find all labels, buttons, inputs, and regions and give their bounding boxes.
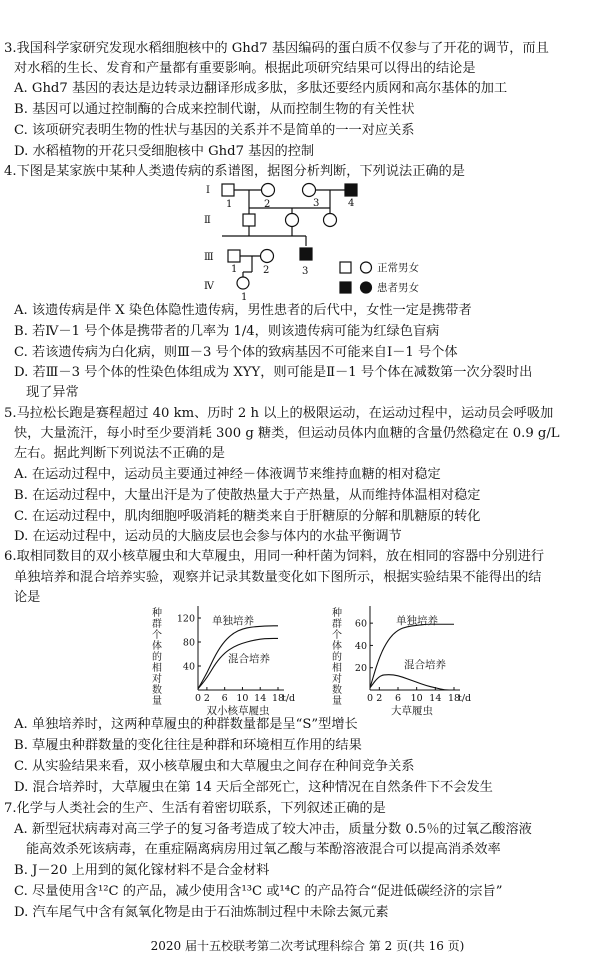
y-axis-label-char: 体	[332, 641, 342, 652]
y-axis-label-char: 的	[152, 652, 162, 663]
y-axis-label-char: 量	[332, 696, 342, 707]
chart-paramecium-caudatum	[330, 602, 490, 717]
y-tick-label: 120	[176, 613, 195, 625]
q7-option-d: D. 汽车尾气中含有氮氧化物是由于石油炼制过程中未除去氮元素	[14, 905, 389, 920]
q6-option-b: B. 草履虫种群数量的变化往往是种群和环境相互作用的结果	[14, 738, 362, 753]
q7-option-b: B. J－20 上用到的氮化镓材料不是合金材料	[14, 863, 270, 878]
pedigree-i2-female-normal	[262, 184, 275, 197]
gen-label-2: Ⅱ	[204, 215, 211, 226]
y-axis-label-char: 相	[332, 663, 342, 674]
pedigree-ii3-female-normal	[324, 214, 337, 227]
q4-option-b: B. 若Ⅳ－1 号个体是携带者的几率为 1/4，则该遗传病可能为红绿色盲病	[14, 324, 440, 339]
y-axis-label-char: 对	[332, 674, 342, 685]
x-tick-label: 10	[410, 693, 423, 704]
x-unit-label: t/d	[282, 693, 296, 704]
q5-stem-line1: 5.马拉松长跑是赛程超过 40 km、历时 2 h 以上的极限运动，在运动过程中，运动员会呼吸加	[4, 406, 554, 421]
q4-option-c: C. 若该遗传病为白化病，则Ⅲ－3 号个体的致病基因不可能来自Ⅰ－1 号个体	[14, 345, 458, 360]
y-axis-label-char: 相	[152, 663, 162, 674]
series-label-2: 混合培养	[228, 653, 270, 665]
x-tick-label: 6	[394, 693, 402, 704]
q5-stem-line2: 快，大量流汗，每小时至少要消耗 300 g 糖类，但运动员体内血糖的含量仍然稳定在 0.9 g/L	[14, 426, 560, 441]
series-label-1: 单独培养	[396, 615, 438, 627]
y-axis-label-char: 的	[332, 652, 342, 663]
y-axis-label-char: 对	[152, 674, 162, 685]
gen-label-1: Ⅰ	[206, 185, 210, 196]
pedigree-ii1-male-normal	[243, 214, 255, 226]
gen-label-4: Ⅳ	[204, 281, 214, 292]
q7-option-a-line1: A. 新型冠状病毒对高三学子的复习备考造成了较大冲击，质量分数 0.5％的过氧乙酸溶液	[14, 822, 532, 837]
pedigree-i1-male-normal	[222, 184, 234, 196]
legend-affected-label: 患者男女	[377, 282, 419, 294]
q3-option-b: B. 基因可以通过控制酶的合成来控制代谢，从而控制生物的有关性状	[14, 102, 415, 117]
chart-paramecium-aurelia	[150, 602, 300, 717]
x-axis-label: 大草履虫	[391, 705, 433, 717]
q5-option-b: B. 在运动过程中，大量出汗是为了使散热量大于产热量，从而维持体温相对稳定	[14, 488, 481, 503]
i2-number: 2	[264, 199, 271, 210]
y-axis-label-char: 种	[332, 608, 342, 619]
x-axis-label: 双小核草履虫	[206, 705, 270, 717]
q6-stem-line3: 论是	[14, 590, 41, 605]
x-tick-label: 18	[271, 693, 285, 704]
y-axis-label-char: 体	[152, 641, 162, 652]
iii2-number: 2	[263, 265, 270, 276]
pedigree-i3-female-normal	[303, 184, 316, 197]
legend-female-affected-icon	[361, 282, 372, 293]
page-footer: 2020 届十五校联考第二次考试理科综合 第 2 页(共 16 页)	[150, 939, 465, 953]
pedigree-iv1-female-normal	[237, 277, 249, 289]
legend-normal-label: 正常男女	[377, 262, 419, 274]
gen-label-3: Ⅲ	[204, 252, 214, 263]
q3-stem-line1: 3.我国科学家研究发现水稻细胞核中的 Ghd7 基因编码的蛋白质不仅参与了开花的调节，而且	[4, 41, 549, 56]
q5-stem-line3: 左右。据此判断下列说法不正确的是	[14, 446, 225, 461]
y-tick-label: 20	[354, 663, 367, 675]
pedigree-chart	[0, 0, 615, 310]
pedigree-ii2-female-normal	[286, 214, 299, 227]
q6-option-c: C. 从实验结果来看，双小核草履虫和大草履虫之间存在种间竞争关系	[14, 759, 415, 774]
x-tick-label: 0	[366, 693, 374, 704]
q3-option-d: D. 水稻植物的开花只受细胞核中 Ghd7 基因的控制	[14, 144, 315, 159]
x-tick-label: 2	[203, 693, 210, 704]
legend-female-normal-icon	[361, 262, 372, 273]
iv1-number: 1	[241, 292, 248, 303]
y-tick-label: 60	[354, 618, 367, 630]
x-tick-label: 6	[221, 693, 228, 704]
i3-number: 3	[313, 198, 320, 209]
series-line-1	[370, 624, 454, 688]
q6-stem-line2: 单独培养和混合培养实验，观察并记录其数量变化如下图所示，根据实验结果不能得出的结	[14, 570, 542, 585]
q4-stem: 4.下图是某家族中某种人类遗传病的系谱图，据图分析判断，下列说法正确的是	[4, 164, 465, 179]
q4-option-d-line2: 现了异常	[26, 385, 79, 400]
q4-option-d-line1: D. 若Ⅲ－3 号个体的性染色体组成为 XYY，则可能是Ⅱ－1 号个体在减数第一次分裂时出	[14, 365, 533, 380]
iii1-number: 1	[231, 264, 238, 275]
legend-male-affected-icon	[340, 282, 351, 293]
y-tick-label: 40	[354, 640, 367, 652]
q3-option-a: A. Ghd7 基因的表达是边转录边翻译形成多肽，多肽还要经内质网和高尔基体的加工	[14, 81, 508, 96]
series-label-1: 单独培养	[212, 615, 254, 627]
pedigree-iii2-female-normal	[261, 250, 274, 263]
y-axis-label-char: 数	[332, 685, 342, 696]
pedigree-i4-male-affected	[345, 184, 357, 196]
y-axis-label-char: 群	[152, 619, 162, 630]
y-axis-label-char: 种	[152, 608, 162, 619]
x-tick-label: 14	[254, 693, 267, 704]
i4-number: 4	[348, 198, 355, 209]
q5-option-a: A. 在运动过程中，运动员主要通过神经－体液调节来维持血糖的相对稳定	[14, 467, 441, 482]
series-line-2	[370, 675, 454, 690]
q6-option-a: A. 单独培养时，这两种草履虫的种群数量都是呈“S”型增长	[14, 717, 358, 732]
y-tick-label: 40	[182, 661, 195, 673]
q3-option-c: C. 该项研究表明生物的性状与基因的关系并不是简单的一一对应关系	[14, 123, 415, 138]
q5-option-d: D. 在运动过程中，运动员的大脑皮层也会参与体内的水盐平衡调节	[14, 529, 402, 544]
q4-option-a: A. 该遗传病是伴 X 染色体隐性遗传病，男性患者的后代中，女性一定是携带者	[14, 303, 472, 318]
q7-option-a-line2: 能高效杀死该病毒，在重症隔离病房用过氧乙酸与苯酚溶液混合可以提高消杀效率	[26, 842, 501, 857]
x-unit-label: t/d	[458, 693, 472, 704]
pedigree-iii3-male-affected	[300, 248, 312, 260]
i1-number: 1	[226, 199, 233, 210]
y-axis-label-char: 数	[152, 685, 162, 696]
y-axis-label-char: 量	[152, 696, 162, 707]
x-tick-label: 2	[376, 693, 383, 704]
x-tick-label: 18	[447, 693, 461, 704]
q6-stem-line1: 6.取相同数目的双小核草履虫和大草履虫，用同一种杆菌为饲料，放在相同的容器中分别进行	[4, 549, 545, 564]
q3-stem-line2: 对水稻的生长、发育和产量都有重要影响。根据此项研究结果可以得出的结论是	[14, 61, 476, 76]
y-axis-label-char: 个	[152, 630, 162, 641]
y-axis-label-char: 群	[332, 619, 342, 630]
y-tick-label: 80	[182, 637, 195, 649]
legend-male-normal-icon	[340, 262, 351, 273]
y-axis-label-char: 个	[332, 630, 342, 641]
q7-option-c: C. 尽量使用含¹²C 的产品，减少使用含¹³C 或¹⁴C 的产品符合“促进低碳经济的宗旨”	[14, 884, 503, 899]
iii3-number: 3	[302, 266, 309, 277]
series-label-2: 混合培养	[404, 659, 446, 671]
q7-stem: 7.化学与人类社会的生产、生活有着密切联系，下列叙述正确的是	[4, 801, 386, 816]
q5-option-c: C. 在运动过程中，肌肉细胞呼吸消耗的糖类来自于肝糖原的分解和肌糖原的转化	[14, 509, 481, 524]
x-tick-label: 14	[429, 693, 442, 704]
pedigree-iii1-male-normal	[228, 250, 240, 262]
x-tick-label: 10	[236, 693, 249, 704]
q6-option-d: D. 混合培养时，大草履虫在第 14 天后全部死亡，这种情况在自然条件下不会发生	[14, 780, 493, 795]
x-tick-label: 0	[194, 693, 202, 704]
